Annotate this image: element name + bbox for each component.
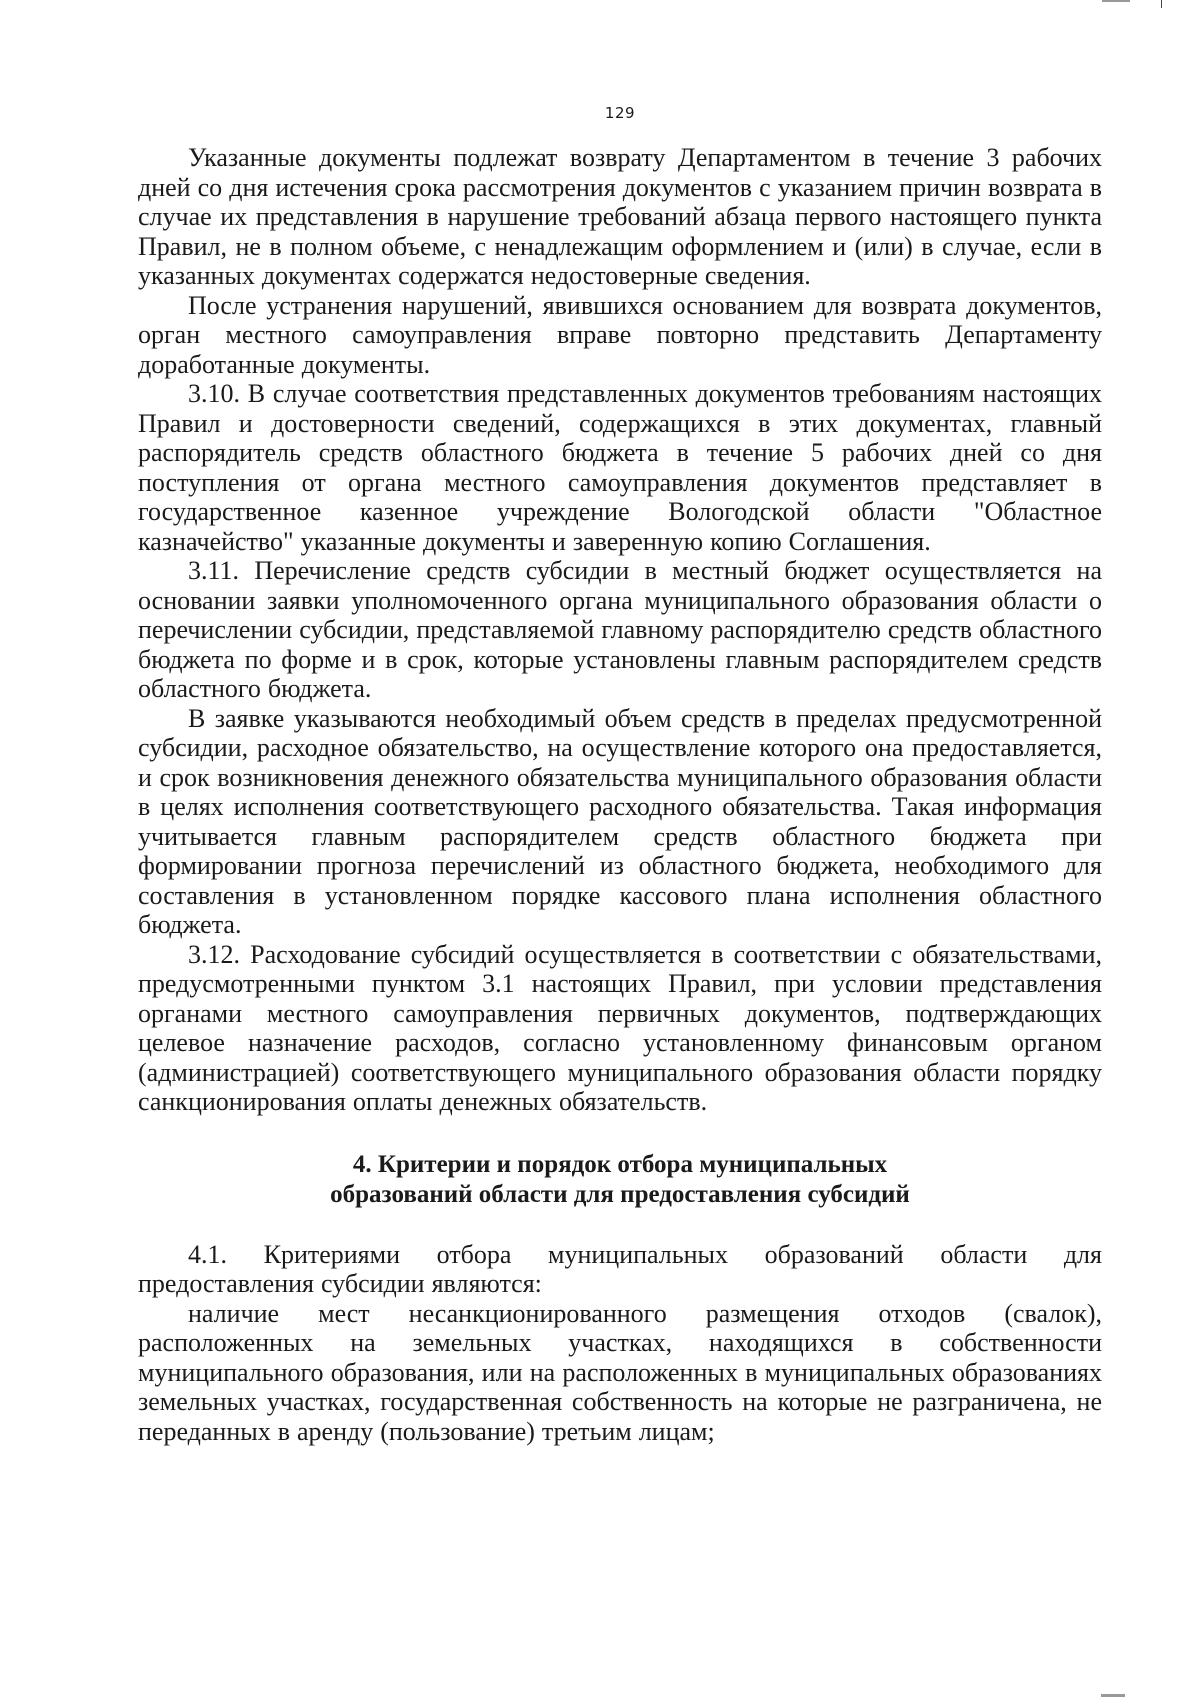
section-heading-4 — [138, 1150, 1102, 1210]
paragraph-criterion-dumps: наличие мест несанкционированного размещения отходов (свалок), расположенных на земельных участках, находящихся в собственности муниципального образования, или на расположенных в муниципальных образованиях земельных участках, государственная собственность на которые не разграничена, не переданных в аренду (пользование) третьим лицам; — [138, 1298, 1102, 1446]
scan-edge-mark-top-dots — [1102, 0, 1130, 2]
paragraph-3-12: 3.12. Расходование субсидий осуществляется в соответствии с обязательствами, предусмотренными пунктом 3.1 настоящих Правил, при условии представления органами местного самоуправления первичных документов, подтверждающих целевое назначение расходов, согласно установленному финансовым органом (администрацией) соответствующего муниципального образования области порядку санкционирования оплаты денежных обязательств. — [138, 939, 1102, 1116]
paragraph-documents-return: Указанные документы подлежат возврату Департаментом в течение 3 рабочих дней со дня истечения срока рассмотрения документов с указанием причин возврата в случае их представления в нарушение требований абзаца первого настоящего пункта Правил, не в полном объеме, с ненадлежащим оформлением и (или) в случае, если в указанных документах содержатся недостоверные сведения. — [138, 143, 1102, 290]
section-heading-line-2: образований области для предоставления субсидий — [330, 1180, 910, 1208]
section-heading-line-1: 4. Критерии и порядок отбора муниципальных — [352, 1150, 888, 1178]
paragraph-resubmission: После устранения нарушений, явившихся основанием для возврата документов, орган местного самоуправления вправе повторно представить Департаменту доработанные документы. — [138, 290, 1102, 379]
document-body — [138, 143, 1102, 1446]
scan-edge-mark-top — [1161, 0, 1162, 8]
paragraph-4-1: 4.1. Критериями отбора муниципальных образований области для предоставления субсидии являются: — [138, 1239, 1102, 1298]
paragraph-3-11: 3.11. Перечисление средств субсидии в местный бюджет осуществляется на основании заявки уполномоченного органа муниципального образования области о перечислении субсидии, представляемой главному распорядителю средств областного бюджета по форме и в срок, которые установлены главным распорядителем средств областного бюджета. — [138, 556, 1102, 703]
document-page — [138, 0, 1102, 1697]
page-number: 129 — [604, 104, 636, 122]
paragraph-application-contents: В заявке указываются необходимый объем средств в пределах предусмотренной субсидии, расходное обязательство, на осуществление которого она предоставляется, и срок возникновения денежного обязательства муниципального образования области в целях исполнения соответствующего расходного обязательства. Такая информация учитывается главным распорядителем средств областного бюджета при формировании прогноза перечислений из областного бюджета, необходимого для составления в установленном порядке кассового плана исполнения областного бюджета. — [138, 703, 1102, 939]
paragraph-3-10: 3.10. В случае соответствия представленных документов требованиям настоящих Правил и достоверности сведений, содержащихся в этих документах, главный распорядитель средств областного бюджета в течение 5 рабочих дней со дня поступления от органа местного самоуправления документов представляет в государственное казенное учреждение Вологодской области "Областное казначейство" указанные документы и заверенную копию Соглашения. — [138, 379, 1102, 556]
